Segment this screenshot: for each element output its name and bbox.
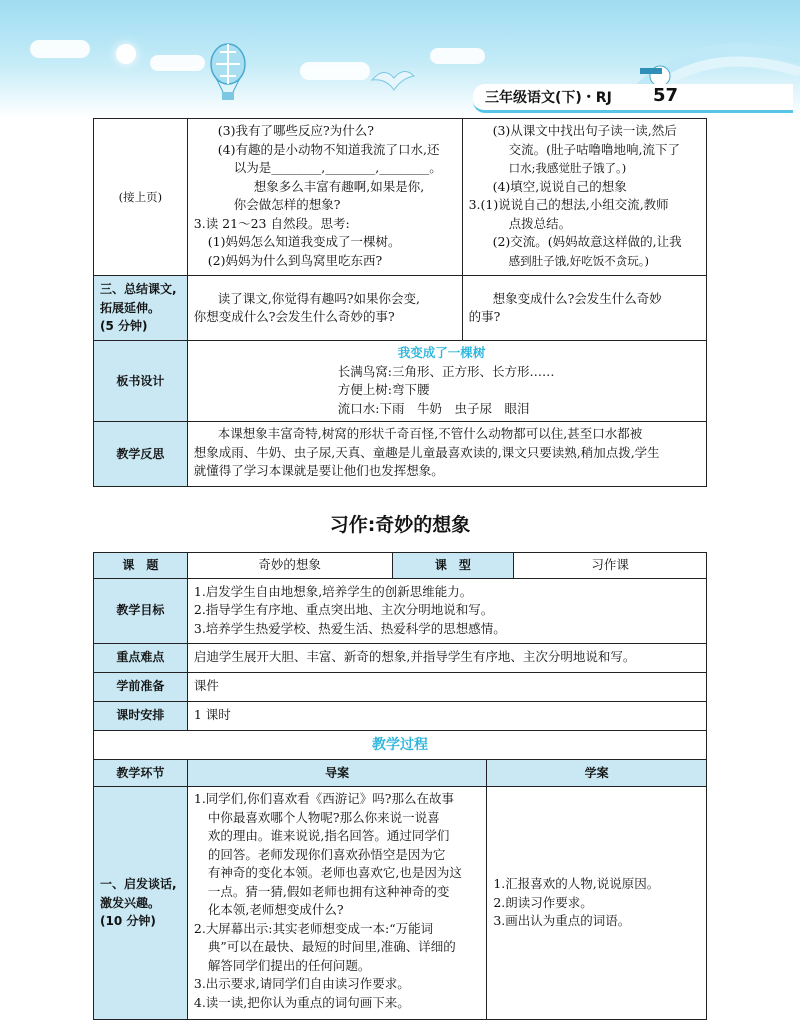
lesson-title: 习作:奇妙的想象 (329, 514, 471, 536)
guide-line: (2)妈妈为什么到鸟窝里吃东西? (207, 252, 383, 268)
study-line: (2)交流。(妈妈故意这样做的,让我 (492, 234, 682, 249)
process-guide-line: 2.大屏幕出示:其实老师想变成一本:“万能词 (193, 920, 434, 936)
summary-study-line: 的事? (468, 309, 501, 324)
cloud-icon (30, 40, 90, 58)
guide-line: (3)我有了哪些反应?为什么? (217, 123, 374, 138)
summary-guide (187, 276, 462, 341)
cloud-icon (300, 62, 370, 80)
process-guide-line: 典”可以在最快、最短的时间里,准确、详细的 (207, 939, 456, 954)
process-guide-line: 一点。猜一猜,假如老师也拥有这种神奇的变 (207, 883, 450, 899)
process-study-line: 1.汇报喜欢的人物,说说原因。 (493, 876, 660, 892)
board-line: 方便上树:弯下腰 (337, 382, 430, 397)
column-header-guide: 导案 (187, 760, 486, 787)
stage-label-line: 一、启发谈话, (100, 877, 177, 892)
column-header-stage: 教学环节 (94, 760, 188, 787)
reflection-line: 就懂得了学习本课就是要让他们也发挥想象。 (193, 463, 444, 478)
process-guide-line: 4.读一读,把你认为重点的词句画下来。 (193, 994, 410, 1010)
time-label: 课时安排 (94, 701, 188, 730)
type-label: 课 型 (392, 553, 514, 579)
summary-label-line: 三、总结课文, (100, 282, 177, 297)
process-guide (187, 787, 486, 1020)
continued-study (462, 119, 706, 276)
guide-line: 你会做怎样的想象? (233, 197, 341, 212)
book-label: 三年级语文(下)・RJ (485, 90, 612, 106)
process-guide-line: 化本领,老师想变成什么? (207, 902, 344, 917)
board-label: 板书设计 (94, 341, 188, 422)
process-table (93, 730, 707, 1020)
guide-line: (4)有趣的是小动物不知道我流了口水,还 (217, 141, 440, 157)
reflection-label: 教学反思 (94, 422, 188, 487)
key-label: 重点难点 (94, 643, 188, 672)
sun-icon (116, 44, 136, 64)
continued-guide (187, 119, 462, 276)
continued-table (93, 118, 707, 487)
header-banner (0, 0, 800, 118)
table-row (94, 422, 707, 487)
table-row (94, 578, 707, 643)
table-row (94, 760, 707, 787)
process-title: 教学过程 (94, 731, 707, 760)
continued-label: (接上页) (94, 119, 188, 276)
table-row (94, 672, 707, 701)
process-study (487, 787, 707, 1020)
board-line: 流口水:下雨 牛奶 虫子尿 眼泪 (337, 400, 530, 416)
summary-label-line: (5 分钟) (100, 319, 148, 334)
table-row (94, 731, 707, 760)
time-value: 1 课时 (187, 701, 706, 730)
stage-label-line: (10 分钟) (100, 914, 156, 929)
process-guide-line: 1.同学们,你们喜欢看《西游记》吗?那么在故事 (193, 791, 454, 806)
table-row (94, 787, 707, 1020)
hot-air-balloon-icon (206, 42, 250, 104)
cloud-icon (430, 48, 485, 64)
process-guide-line: 解答同学们提出的任何问题。 (207, 957, 371, 973)
table-row (94, 276, 707, 341)
study-line: (4)填空,说说自己的想象 (492, 178, 627, 194)
stage-label-line: 激发兴趣。 (100, 895, 161, 910)
table-row (94, 643, 707, 672)
goal-item: 2.指导学生有序地、重点突出地、主次分明地说和写。 (193, 602, 494, 618)
goals-label: 教学目标 (94, 578, 188, 643)
topic-value: 奇妙的想象 (187, 553, 392, 579)
reflection-line: 本课想象丰富奇特,树窝的形状千奇百怪,不管什么动物都可以住,甚至口水都被 (217, 426, 643, 441)
study-line: 口水;我感觉肚子饿了。) (508, 161, 627, 175)
topic-label: 课 题 (94, 553, 188, 579)
summary-guide-line: 你想变成什么?会发生什么奇妙的事? (193, 309, 395, 324)
prep-value: 课件 (187, 672, 706, 701)
process-guide-line: 欢的理由。谁来说说,指名回答。通过同学们 (207, 828, 450, 843)
bird-icon (370, 66, 416, 92)
process-guide-line: 的回答。老师发现你们喜欢孙悟空是因为它 (207, 846, 446, 862)
board-title: 我变成了一棵树 (397, 345, 486, 360)
goal-item: 1.启发学生自由地想象,培养学生的创新思维能力。 (193, 583, 473, 599)
type-value: 习作课 (514, 553, 707, 579)
table-row (94, 341, 707, 422)
table-row (94, 119, 707, 276)
summary-label (94, 276, 188, 341)
prep-label: 学前准备 (94, 672, 188, 701)
reflection-line: 想象成雨、牛奶、虫子尿,天真、童趣是儿童最喜欢读的,课文只要读熟,稍加点拨,学生 (193, 444, 660, 460)
goal-item: 3.培养学生热爱学校、热爱生活、热爱科学的思想感情。 (193, 620, 506, 636)
summary-study-line: 想象变成什么?会发生什么奇妙 (492, 290, 662, 306)
study-line: 点拨总结。 (508, 215, 572, 231)
summary-study (462, 276, 706, 341)
page-header (473, 84, 793, 113)
key-value: 启迪学生展开大胆、丰富、新奇的想象,并指导学生有序地、主次分明地说和写。 (187, 643, 706, 672)
guide-line: 以为是________,________,________。 (233, 160, 442, 175)
page-number: 57 (653, 85, 679, 106)
board-content (187, 341, 706, 422)
study-line: 3.(1)说说自己的想法,小组交流,教师 (468, 197, 669, 212)
table-row (94, 701, 707, 730)
table-row (94, 553, 707, 579)
process-guide-line: 中你最喜欢哪个人物呢?那么你来说一说喜 (207, 809, 440, 825)
study-line: 交流。(肚子咕噜噜地响,流下了 (508, 141, 680, 157)
summary-guide-line: 读了课文,你觉得有趣吗?如果你会变, (217, 290, 420, 306)
process-study-line: 3.画出认为重点的词语。 (493, 913, 631, 929)
guide-line: 3.读 21～23 自然段。思考: (193, 215, 350, 231)
process-study-line: 2.朗读习作要求。 (493, 894, 593, 910)
study-line: 感到肚子饿,好吃饭不贪玩。) (508, 253, 649, 268)
board-line: 长满鸟窝:三角形、正方形、长方形…… (337, 363, 555, 379)
guide-line: 想象多么丰富有趣啊,如果是你, (253, 178, 425, 194)
reflection-content (187, 422, 706, 487)
goals-content (187, 578, 706, 643)
stage-label (94, 787, 188, 1020)
summary-label-line: 拓展延伸。 (100, 300, 161, 315)
cloud-icon (150, 55, 205, 71)
guide-line: (1)妈妈怎么知道我变成了一棵树。 (207, 234, 401, 249)
column-header-study: 学案 (487, 760, 707, 787)
lesson-info-table (93, 552, 707, 731)
process-guide-line: 有神奇的变化本领。老师也喜欢它,也是因为这 (207, 865, 462, 880)
process-guide-line: 3.出示要求,请同学们自由读习作要求。 (193, 976, 410, 991)
study-line: (3)从课文中找出句子读一读,然后 (492, 123, 677, 138)
